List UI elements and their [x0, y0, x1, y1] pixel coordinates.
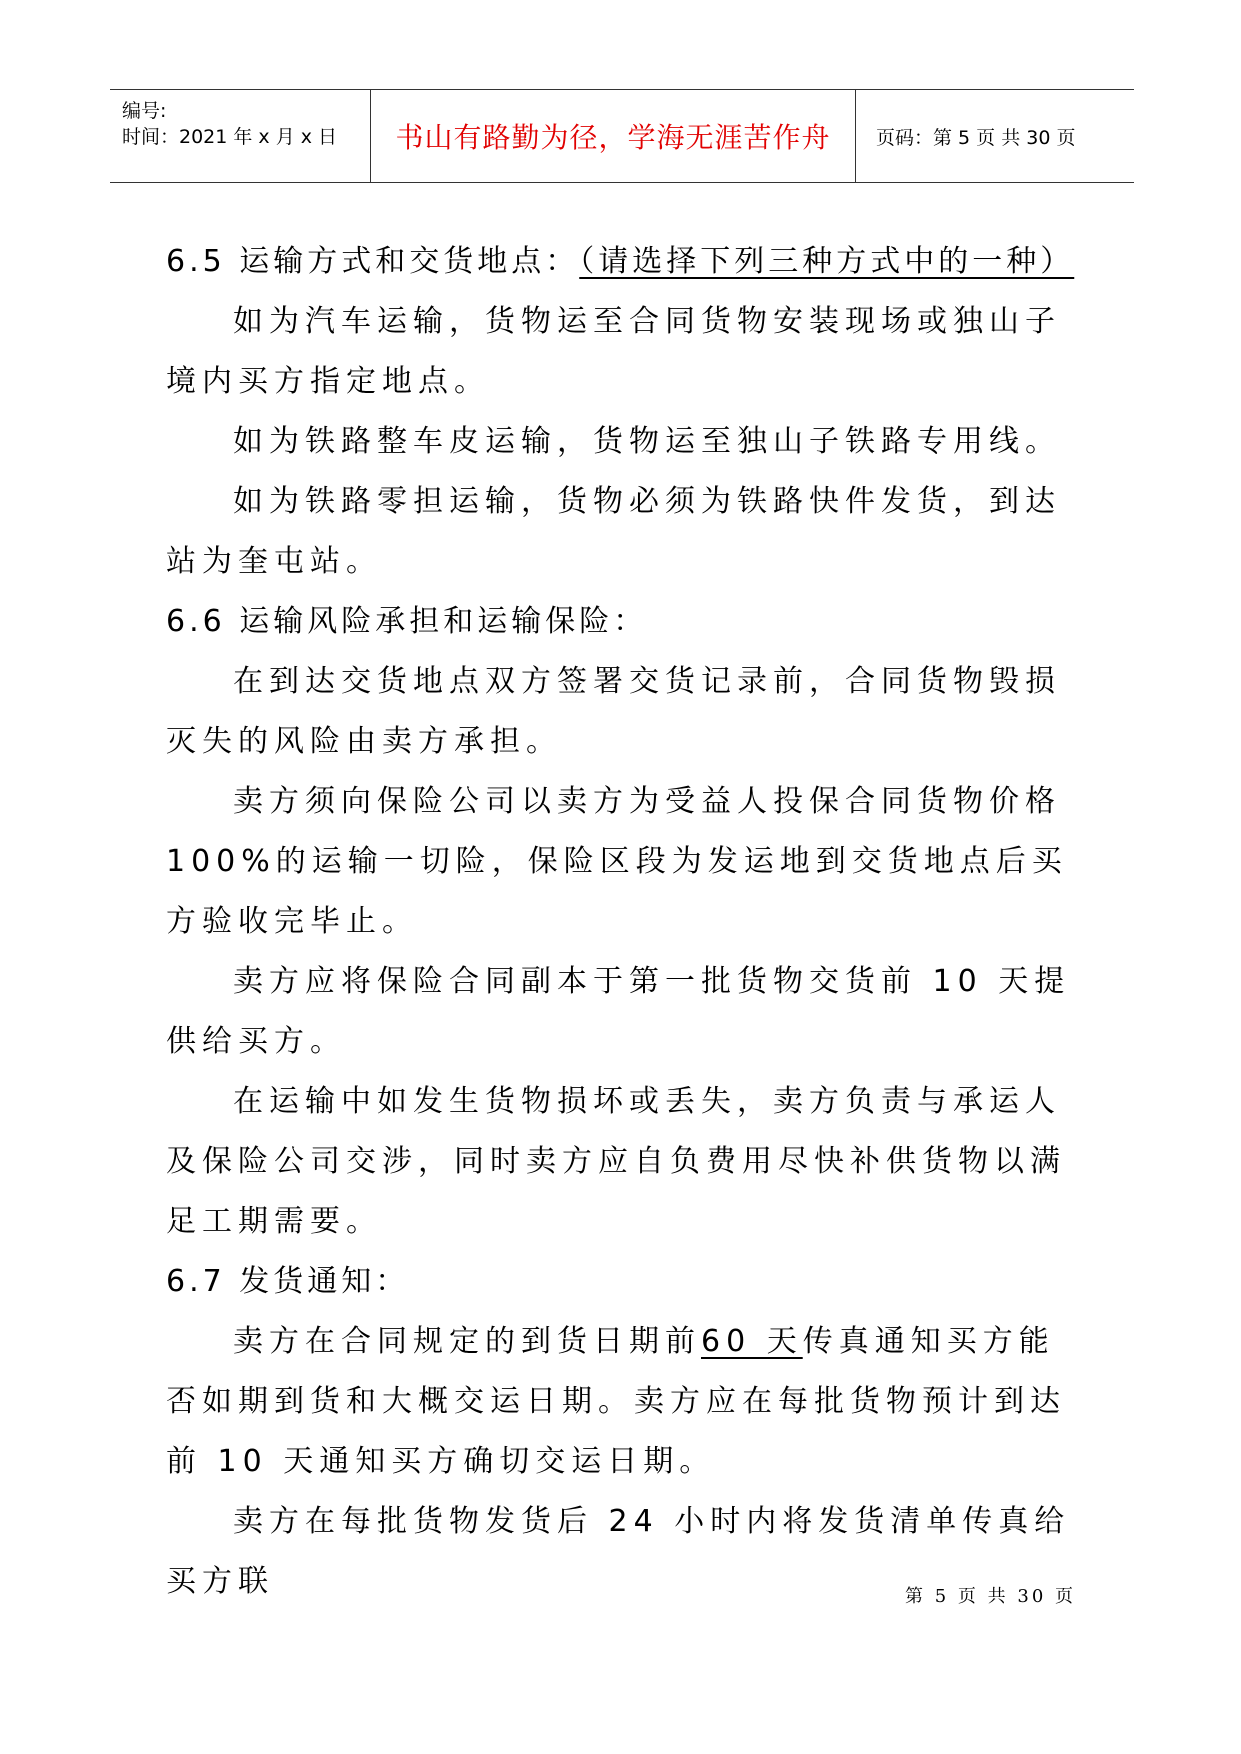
document-time-label: 时间：2021 年 x 月 x 日 — [122, 126, 338, 148]
section-6-7-notice-days: 60 天 — [701, 1324, 803, 1359]
section-6-5-heading — [166, 232, 1086, 292]
page-footer: 第 5 页 共 30 页 — [905, 1586, 1076, 1607]
section-6-7-notice-before: 卖方在合同规定的到货日期前 — [233, 1324, 701, 1359]
section-6-7-paragraph-shipping-list: 卖方在每批货物发货后 24 小时内将发货清单传真给买方联 — [166, 1504, 1071, 1599]
section-6-5-paragraph-rail-lcl: 如为铁路零担运输，货物必须为铁路快件发货，到达站为奎屯站。 — [166, 484, 1061, 579]
section-6-5-heading-prefix: 6.5 运输方式和交货地点： — [166, 244, 580, 279]
section-6-6-paragraph-damage: 在运输中如发生货物损坏或丢失，卖方负责与承运人及保险公司交涉，同时卖方应自负费用尽快补供货物以满足工期需要。 — [166, 1084, 1066, 1239]
document-header — [110, 89, 1134, 183]
section-6-7-notice-after: 传真通知买方能否如期到货和大概交运日期。卖方应在每批货物预计到达前 10 天通知买方确切交运日期。 — [166, 1324, 1066, 1479]
section-6-6-paragraph-insurance: 卖方须向保险公司以卖方为受益人投保合同货物价格 100%的运输一切险，保险区段为发运地到交货地点后买方验收完毕止。 — [166, 784, 1068, 939]
section-6-6-paragraph-policy-copy: 卖方应将保险合同副本于第一批货物交货前 10 天提供给买方。 — [166, 964, 1071, 1059]
section-6-6-heading: 6.6 运输风险承担和运输保险： — [166, 604, 648, 639]
document-number-label: 编号: — [122, 100, 167, 122]
section-6-7-heading: 6.7 发货通知： — [166, 1264, 410, 1299]
section-6-5-heading-option-note: （请选择下列三种方式中的一种） — [579, 244, 1075, 279]
document-body — [166, 232, 1086, 1612]
section-6-5-paragraph-rail-wagon: 如为铁路整车皮运输，货物运至独山子铁路专用线。 — [233, 424, 1061, 459]
header-center-cell — [370, 90, 856, 182]
section-6-6-paragraph-risk: 在到达交货地点双方签署交货记录前，合同货物毁损灭失的风险由卖方承担。 — [166, 664, 1061, 759]
section-6-7-paragraph-notice — [166, 1312, 1086, 1492]
header-right-cell — [856, 90, 1134, 182]
header-motto: 书山有路勤为径，学海无涯苦作舟 — [395, 121, 831, 154]
header-page-info: 页码：第 5 页 共 30 页 — [876, 126, 1076, 149]
section-6-5-paragraph-truck: 如为汽车运输，货物运至合同货物安装现场或独山子境内买方指定地点。 — [166, 304, 1061, 399]
header-left-cell — [110, 90, 370, 182]
